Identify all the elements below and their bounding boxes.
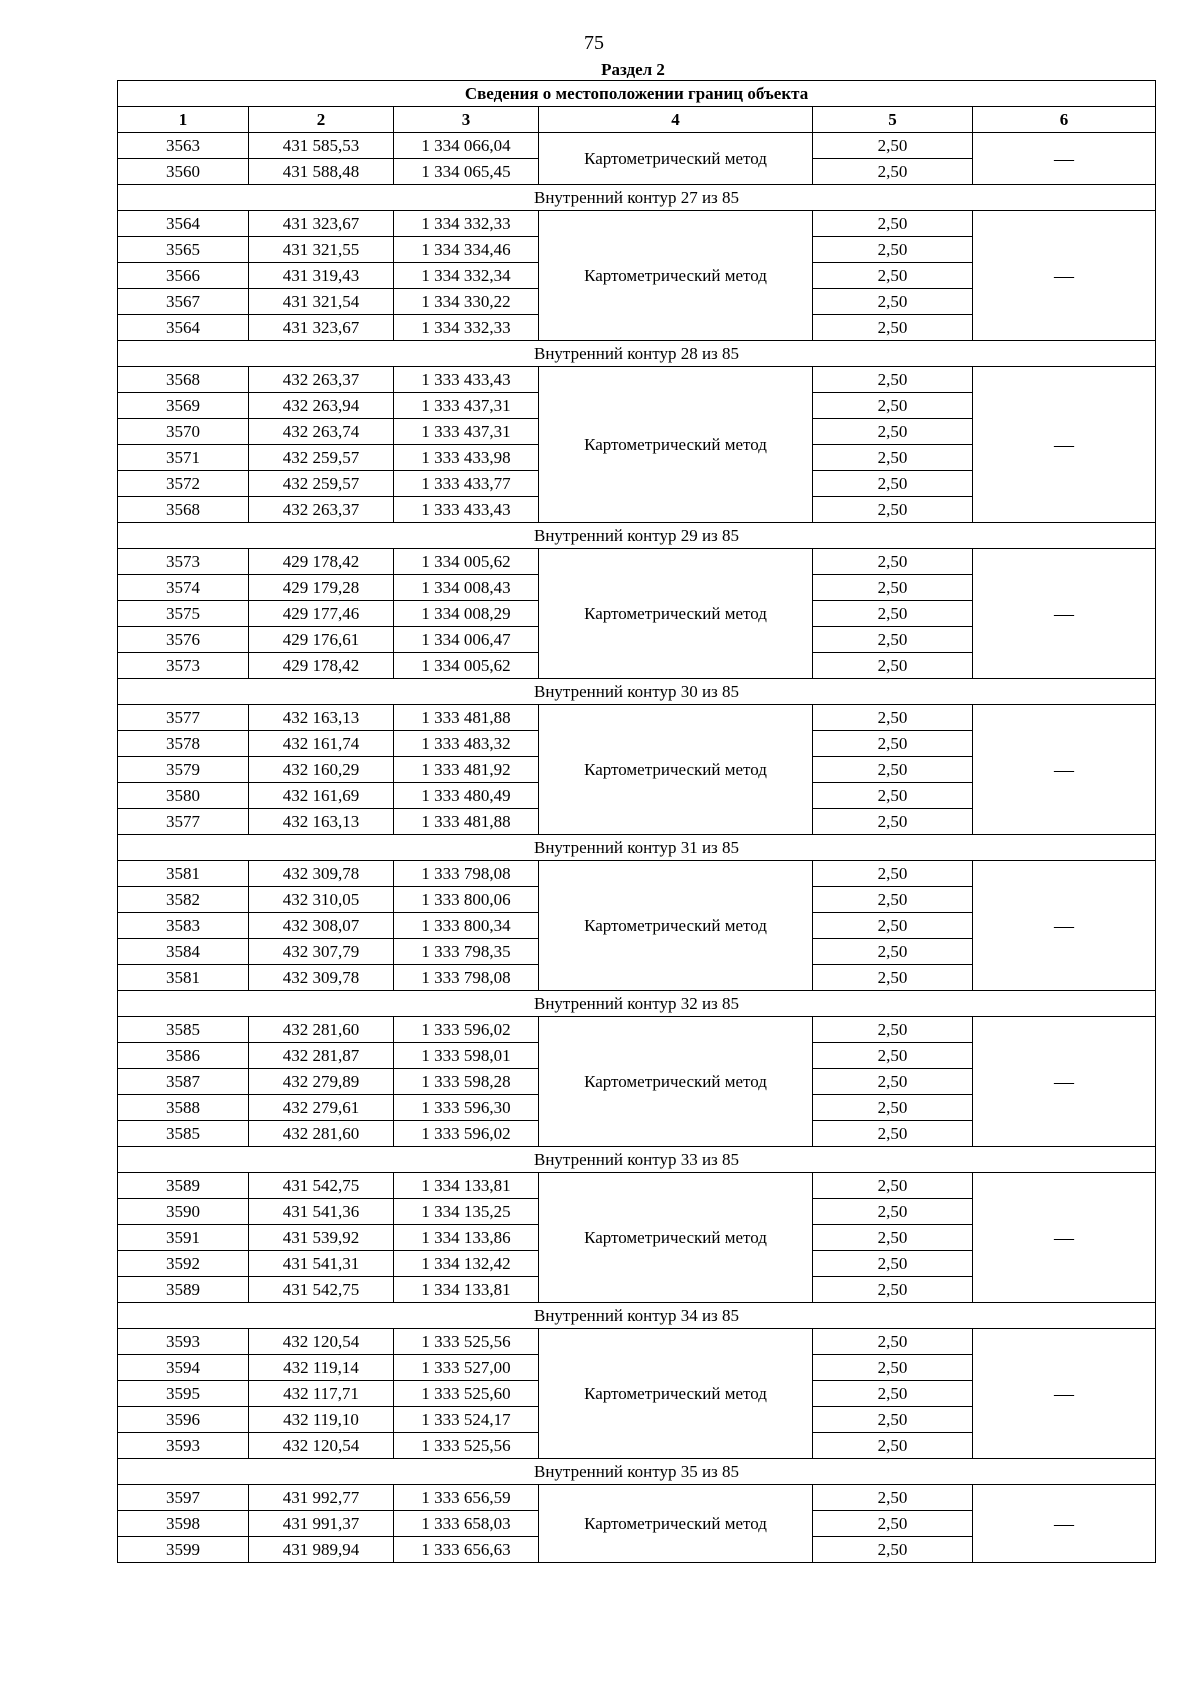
x-coordinate-cell: 432 117,71: [249, 1381, 394, 1407]
y-coordinate-cell: 1 334 005,62: [394, 653, 539, 679]
y-coordinate-cell: 1 333 800,06: [394, 887, 539, 913]
table-row: [118, 705, 1156, 731]
table-row: [118, 211, 1156, 237]
precision-cell: 2,50: [813, 1225, 973, 1251]
point-number-cell: 3571: [118, 445, 249, 471]
x-coordinate-cell: 431 992,77: [249, 1485, 394, 1511]
x-coordinate-cell: 432 263,37: [249, 497, 394, 523]
y-coordinate-cell: 1 334 008,43: [394, 575, 539, 601]
precision-cell: 2,50: [813, 1173, 973, 1199]
y-coordinate-cell: 1 334 065,45: [394, 159, 539, 185]
y-coordinate-cell: 1 333 525,56: [394, 1433, 539, 1459]
column-number-6: 6: [973, 107, 1156, 133]
table-row: [118, 1173, 1156, 1199]
point-number-cell: 3578: [118, 731, 249, 757]
x-coordinate-cell: 431 991,37: [249, 1511, 394, 1537]
column6-cell: —: [973, 133, 1156, 185]
precision-cell: 2,50: [813, 783, 973, 809]
y-coordinate-cell: 1 334 332,33: [394, 315, 539, 341]
table-row: [118, 1017, 1156, 1043]
point-number-cell: 3568: [118, 367, 249, 393]
x-coordinate-cell: 429 179,28: [249, 575, 394, 601]
precision-cell: 2,50: [813, 237, 973, 263]
y-coordinate-cell: 1 333 598,01: [394, 1043, 539, 1069]
table-row: [118, 861, 1156, 887]
y-coordinate-cell: 1 334 066,04: [394, 133, 539, 159]
x-coordinate-cell: 432 120,54: [249, 1433, 394, 1459]
page-number: 75: [584, 32, 604, 54]
contour-label: Внутренний контур 33 из 85: [118, 1147, 1156, 1173]
point-number-cell: 3576: [118, 627, 249, 653]
method-cell: Картометрический метод: [539, 133, 813, 185]
point-number-cell: 3589: [118, 1277, 249, 1303]
x-coordinate-cell: 432 163,13: [249, 705, 394, 731]
precision-cell: 2,50: [813, 471, 973, 497]
x-coordinate-cell: 431 321,55: [249, 237, 394, 263]
point-number-cell: 3569: [118, 393, 249, 419]
y-coordinate-cell: 1 333 656,63: [394, 1537, 539, 1563]
x-coordinate-cell: 432 309,78: [249, 861, 394, 887]
table-row: [118, 549, 1156, 575]
y-coordinate-cell: 1 333 433,43: [394, 367, 539, 393]
x-coordinate-cell: 432 279,89: [249, 1069, 394, 1095]
point-number-cell: 3570: [118, 419, 249, 445]
y-coordinate-cell: 1 333 525,56: [394, 1329, 539, 1355]
contour-label-row: [118, 185, 1156, 211]
column-number-5: 5: [813, 107, 973, 133]
y-coordinate-cell: 1 334 133,81: [394, 1277, 539, 1303]
y-coordinate-cell: 1 334 132,42: [394, 1251, 539, 1277]
y-coordinate-cell: 1 334 006,47: [394, 627, 539, 653]
x-coordinate-cell: 431 542,75: [249, 1173, 394, 1199]
x-coordinate-cell: 432 307,79: [249, 939, 394, 965]
contour-label-row: [118, 679, 1156, 705]
point-number-cell: 3591: [118, 1225, 249, 1251]
precision-cell: 2,50: [813, 367, 973, 393]
x-coordinate-cell: 432 161,74: [249, 731, 394, 757]
y-coordinate-cell: 1 334 334,46: [394, 237, 539, 263]
x-coordinate-cell: 432 281,87: [249, 1043, 394, 1069]
precision-cell: 2,50: [813, 1095, 973, 1121]
point-number-cell: 3577: [118, 809, 249, 835]
y-coordinate-cell: 1 333 433,98: [394, 445, 539, 471]
point-number-cell: 3599: [118, 1537, 249, 1563]
y-coordinate-cell: 1 333 437,31: [394, 419, 539, 445]
y-coordinate-cell: 1 333 798,08: [394, 965, 539, 991]
x-coordinate-cell: 432 120,54: [249, 1329, 394, 1355]
point-number-cell: 3597: [118, 1485, 249, 1511]
contour-label-row: [118, 991, 1156, 1017]
precision-cell: 2,50: [813, 939, 973, 965]
point-number-cell: 3566: [118, 263, 249, 289]
point-number-cell: 3572: [118, 471, 249, 497]
precision-cell: 2,50: [813, 1433, 973, 1459]
column-number-1: 1: [118, 107, 249, 133]
precision-cell: 2,50: [813, 1251, 973, 1277]
contour-label: Внутренний контур 27 из 85: [118, 185, 1156, 211]
contour-label-row: [118, 835, 1156, 861]
precision-cell: 2,50: [813, 289, 973, 315]
y-coordinate-cell: 1 333 800,34: [394, 913, 539, 939]
precision-cell: 2,50: [813, 263, 973, 289]
precision-cell: 2,50: [813, 315, 973, 341]
y-coordinate-cell: 1 334 005,62: [394, 549, 539, 575]
x-coordinate-cell: 431 539,92: [249, 1225, 394, 1251]
x-coordinate-cell: 432 163,13: [249, 809, 394, 835]
y-coordinate-cell: 1 333 596,02: [394, 1017, 539, 1043]
y-coordinate-cell: 1 333 798,35: [394, 939, 539, 965]
x-coordinate-cell: 432 259,57: [249, 445, 394, 471]
boundary-coordinates-table: [117, 80, 1156, 1563]
precision-cell: 2,50: [813, 1069, 973, 1095]
y-coordinate-cell: 1 333 596,30: [394, 1095, 539, 1121]
section-title: Раздел 2: [601, 60, 665, 79]
y-coordinate-cell: 1 333 481,92: [394, 757, 539, 783]
point-number-cell: 3568: [118, 497, 249, 523]
method-cell: Картометрический метод: [539, 1173, 813, 1303]
y-coordinate-cell: 1 333 524,17: [394, 1407, 539, 1433]
precision-cell: 2,50: [813, 1537, 973, 1563]
point-number-cell: 3589: [118, 1173, 249, 1199]
x-coordinate-cell: 431 585,53: [249, 133, 394, 159]
column6-cell: —: [973, 211, 1156, 341]
precision-cell: 2,50: [813, 653, 973, 679]
point-number-cell: 3564: [118, 211, 249, 237]
point-number-cell: 3574: [118, 575, 249, 601]
y-coordinate-cell: 1 333 656,59: [394, 1485, 539, 1511]
point-number-cell: 3563: [118, 133, 249, 159]
point-number-cell: 3582: [118, 887, 249, 913]
y-coordinate-cell: 1 333 481,88: [394, 705, 539, 731]
y-coordinate-cell: 1 334 133,81: [394, 1173, 539, 1199]
contour-label-row: [118, 523, 1156, 549]
table-caption: Сведения о местоположении границ объекта: [118, 81, 1156, 107]
y-coordinate-cell: 1 333 480,49: [394, 783, 539, 809]
contour-label: Внутренний контур 32 из 85: [118, 991, 1156, 1017]
column6-cell: —: [973, 367, 1156, 523]
precision-cell: 2,50: [813, 1381, 973, 1407]
x-coordinate-cell: 432 119,14: [249, 1355, 394, 1381]
x-coordinate-cell: 429 177,46: [249, 601, 394, 627]
x-coordinate-cell: 429 176,61: [249, 627, 394, 653]
x-coordinate-cell: 431 319,43: [249, 263, 394, 289]
point-number-cell: 3585: [118, 1121, 249, 1147]
column6-cell: —: [973, 1017, 1156, 1147]
x-coordinate-cell: 432 281,60: [249, 1017, 394, 1043]
x-coordinate-cell: 432 119,10: [249, 1407, 394, 1433]
x-coordinate-cell: 431 321,54: [249, 289, 394, 315]
x-coordinate-cell: 432 309,78: [249, 965, 394, 991]
x-coordinate-cell: 432 161,69: [249, 783, 394, 809]
column6-cell: —: [973, 705, 1156, 835]
precision-cell: 2,50: [813, 1407, 973, 1433]
precision-cell: 2,50: [813, 549, 973, 575]
point-number-cell: 3585: [118, 1017, 249, 1043]
precision-cell: 2,50: [813, 1355, 973, 1381]
y-coordinate-cell: 1 334 330,22: [394, 289, 539, 315]
precision-cell: 2,50: [813, 575, 973, 601]
x-coordinate-cell: 429 178,42: [249, 653, 394, 679]
contour-label: Внутренний контур 28 из 85: [118, 341, 1156, 367]
precision-cell: 2,50: [813, 393, 973, 419]
point-number-cell: 3580: [118, 783, 249, 809]
x-coordinate-cell: 432 310,05: [249, 887, 394, 913]
y-coordinate-cell: 1 333 527,00: [394, 1355, 539, 1381]
x-coordinate-cell: 429 178,42: [249, 549, 394, 575]
point-number-cell: 3577: [118, 705, 249, 731]
method-cell: Картометрический метод: [539, 1485, 813, 1563]
x-coordinate-cell: 431 588,48: [249, 159, 394, 185]
y-coordinate-cell: 1 333 481,88: [394, 809, 539, 835]
precision-cell: 2,50: [813, 913, 973, 939]
x-coordinate-cell: 432 281,60: [249, 1121, 394, 1147]
precision-cell: 2,50: [813, 887, 973, 913]
point-number-cell: 3564: [118, 315, 249, 341]
x-coordinate-cell: 431 542,75: [249, 1277, 394, 1303]
y-coordinate-cell: 1 333 598,28: [394, 1069, 539, 1095]
x-coordinate-cell: 432 160,29: [249, 757, 394, 783]
contour-label: Внутренний контур 30 из 85: [118, 679, 1156, 705]
x-coordinate-cell: 431 541,36: [249, 1199, 394, 1225]
column6-cell: —: [973, 1485, 1156, 1563]
precision-cell: 2,50: [813, 133, 973, 159]
method-cell: Картометрический метод: [539, 1017, 813, 1147]
method-cell: Картометрический метод: [539, 1329, 813, 1459]
point-number-cell: 3593: [118, 1329, 249, 1355]
x-coordinate-cell: 432 279,61: [249, 1095, 394, 1121]
method-cell: Картометрический метод: [539, 705, 813, 835]
x-coordinate-cell: 431 541,31: [249, 1251, 394, 1277]
y-coordinate-cell: 1 333 658,03: [394, 1511, 539, 1537]
point-number-cell: 3560: [118, 159, 249, 185]
point-number-cell: 3596: [118, 1407, 249, 1433]
point-number-cell: 3581: [118, 861, 249, 887]
point-number-cell: 3590: [118, 1199, 249, 1225]
precision-cell: 2,50: [813, 705, 973, 731]
precision-cell: 2,50: [813, 1485, 973, 1511]
method-cell: Картометрический метод: [539, 549, 813, 679]
y-coordinate-cell: 1 333 798,08: [394, 861, 539, 887]
x-coordinate-cell: 432 263,74: [249, 419, 394, 445]
table-row: [118, 1329, 1156, 1355]
x-coordinate-cell: 432 259,57: [249, 471, 394, 497]
precision-cell: 2,50: [813, 1277, 973, 1303]
point-number-cell: 3583: [118, 913, 249, 939]
column-number-row: [118, 107, 1156, 133]
y-coordinate-cell: 1 334 332,34: [394, 263, 539, 289]
point-number-cell: 3592: [118, 1251, 249, 1277]
contour-label-row: [118, 1303, 1156, 1329]
contour-label-row: [118, 1459, 1156, 1485]
table-row: [118, 1485, 1156, 1511]
contour-label: Внутренний контур 35 из 85: [118, 1459, 1156, 1485]
y-coordinate-cell: 1 334 133,86: [394, 1225, 539, 1251]
contour-label: Внутренний контур 29 из 85: [118, 523, 1156, 549]
column6-cell: —: [973, 1173, 1156, 1303]
table-row: [118, 133, 1156, 159]
column-number-2: 2: [249, 107, 394, 133]
precision-cell: 2,50: [813, 809, 973, 835]
precision-cell: 2,50: [813, 211, 973, 237]
column-number-4: 4: [539, 107, 813, 133]
point-number-cell: 3567: [118, 289, 249, 315]
column6-cell: —: [973, 861, 1156, 991]
precision-cell: 2,50: [813, 1043, 973, 1069]
point-number-cell: 3584: [118, 939, 249, 965]
precision-cell: 2,50: [813, 627, 973, 653]
column6-cell: —: [973, 549, 1156, 679]
y-coordinate-cell: 1 334 008,29: [394, 601, 539, 627]
x-coordinate-cell: 432 263,94: [249, 393, 394, 419]
precision-cell: 2,50: [813, 1329, 973, 1355]
method-cell: Картометрический метод: [539, 861, 813, 991]
point-number-cell: 3598: [118, 1511, 249, 1537]
x-coordinate-cell: 431 989,94: [249, 1537, 394, 1563]
point-number-cell: 3581: [118, 965, 249, 991]
point-number-cell: 3573: [118, 653, 249, 679]
y-coordinate-cell: 1 334 135,25: [394, 1199, 539, 1225]
precision-cell: 2,50: [813, 1017, 973, 1043]
table-row: [118, 367, 1156, 393]
precision-cell: 2,50: [813, 731, 973, 757]
point-number-cell: 3579: [118, 757, 249, 783]
point-number-cell: 3594: [118, 1355, 249, 1381]
point-number-cell: 3565: [118, 237, 249, 263]
precision-cell: 2,50: [813, 601, 973, 627]
point-number-cell: 3575: [118, 601, 249, 627]
y-coordinate-cell: 1 334 332,33: [394, 211, 539, 237]
point-number-cell: 3573: [118, 549, 249, 575]
precision-cell: 2,50: [813, 497, 973, 523]
precision-cell: 2,50: [813, 1511, 973, 1537]
point-number-cell: 3593: [118, 1433, 249, 1459]
x-coordinate-cell: 432 308,07: [249, 913, 394, 939]
point-number-cell: 3588: [118, 1095, 249, 1121]
precision-cell: 2,50: [813, 1121, 973, 1147]
point-number-cell: 3586: [118, 1043, 249, 1069]
y-coordinate-cell: 1 333 433,77: [394, 471, 539, 497]
column-number-3: 3: [394, 107, 539, 133]
column6-cell: —: [973, 1329, 1156, 1459]
precision-cell: 2,50: [813, 445, 973, 471]
table-body: [118, 133, 1156, 1563]
contour-label-row: [118, 341, 1156, 367]
method-cell: Картометрический метод: [539, 211, 813, 341]
y-coordinate-cell: 1 333 525,60: [394, 1381, 539, 1407]
contour-label: Внутренний контур 34 из 85: [118, 1303, 1156, 1329]
precision-cell: 2,50: [813, 1199, 973, 1225]
y-coordinate-cell: 1 333 483,32: [394, 731, 539, 757]
precision-cell: 2,50: [813, 965, 973, 991]
y-coordinate-cell: 1 333 433,43: [394, 497, 539, 523]
precision-cell: 2,50: [813, 861, 973, 887]
point-number-cell: 3595: [118, 1381, 249, 1407]
x-coordinate-cell: 431 323,67: [249, 315, 394, 341]
method-cell: Картометрический метод: [539, 367, 813, 523]
precision-cell: 2,50: [813, 419, 973, 445]
contour-label-row: [118, 1147, 1156, 1173]
x-coordinate-cell: 432 263,37: [249, 367, 394, 393]
contour-label: Внутренний контур 31 из 85: [118, 835, 1156, 861]
x-coordinate-cell: 431 323,67: [249, 211, 394, 237]
precision-cell: 2,50: [813, 159, 973, 185]
precision-cell: 2,50: [813, 757, 973, 783]
y-coordinate-cell: 1 333 596,02: [394, 1121, 539, 1147]
point-number-cell: 3587: [118, 1069, 249, 1095]
y-coordinate-cell: 1 333 437,31: [394, 393, 539, 419]
